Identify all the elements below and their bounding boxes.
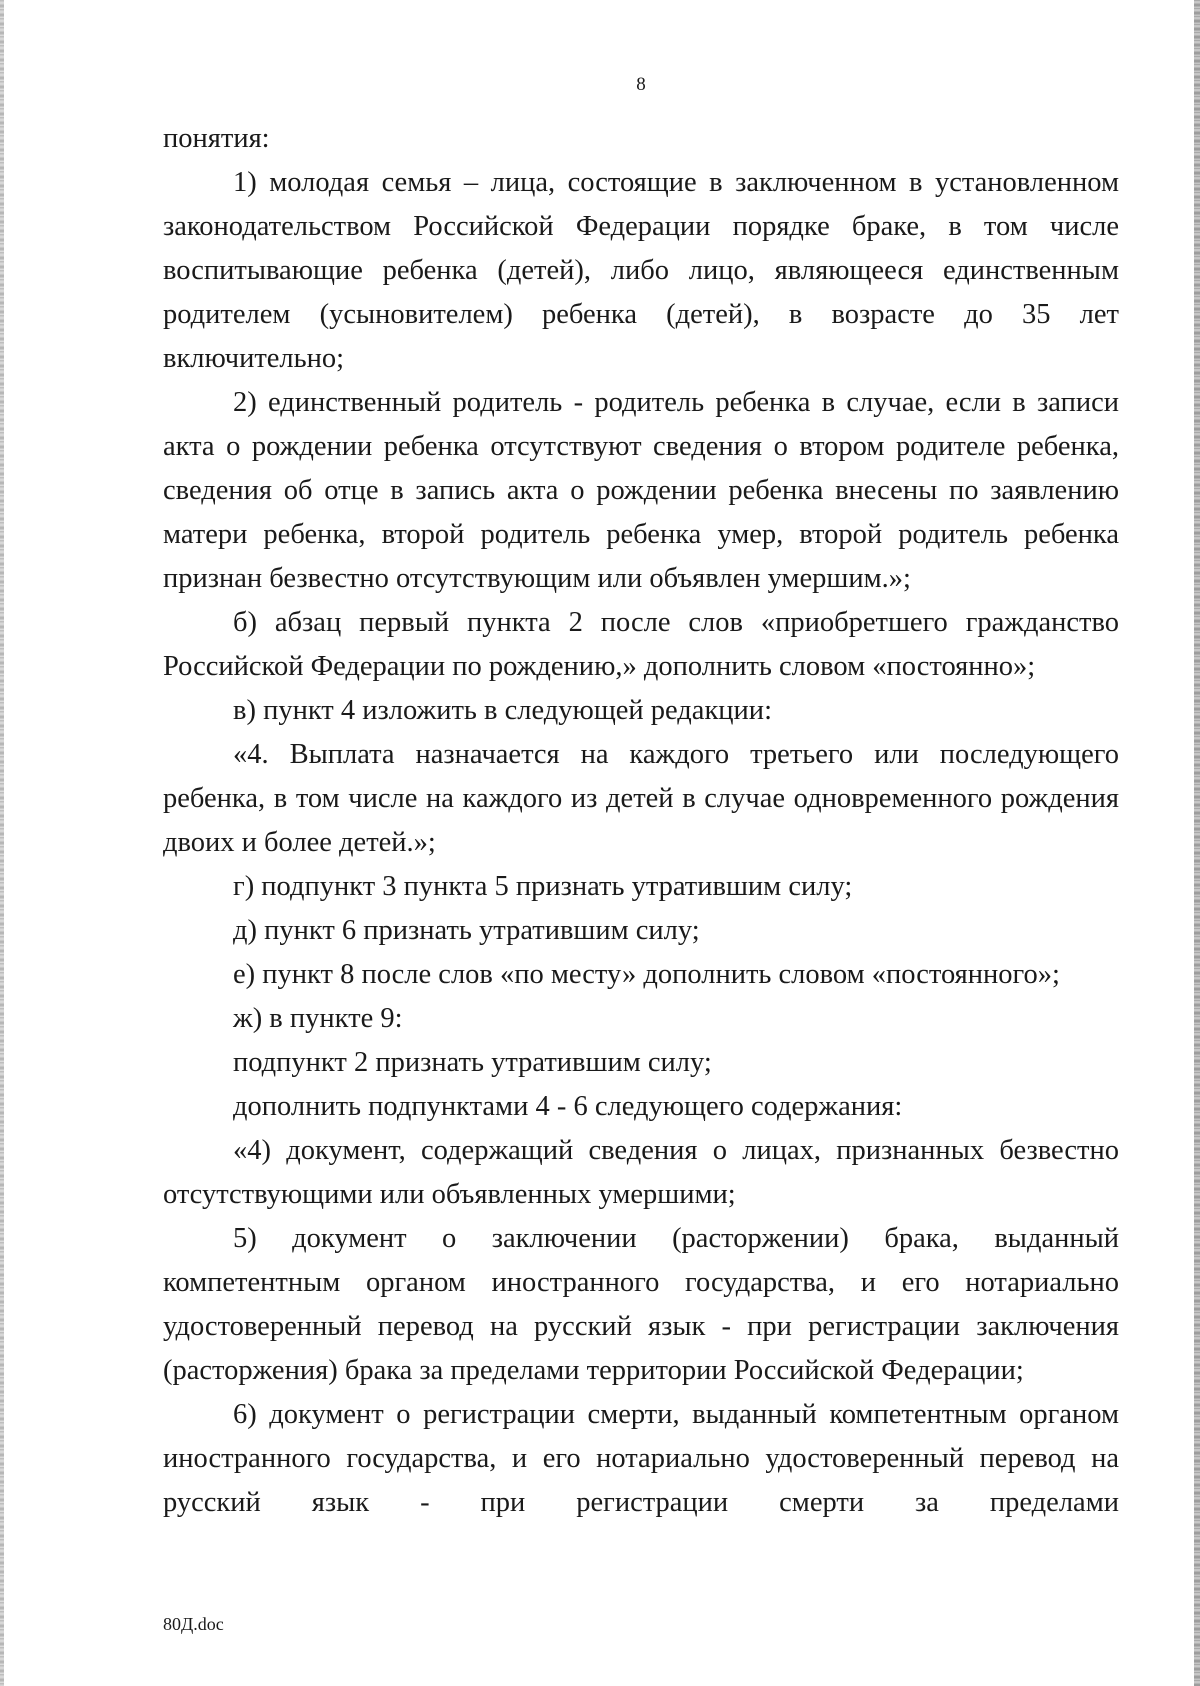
paragraph-subitem-2: подпункт 2 признать утратившим силу; — [233, 1047, 712, 1078]
paragraph-item-2: 2) единственный родитель - родитель ребенка в случае, если в записи акта о рождении ребенка отсутствуют сведения о втором родителе ребенка, сведения об отце в запись акта о рождении ребенка внесены по заявлению матери ребенка, второй родитель ребенка умер, второй родитель ребенка признан безвестно отсутствующим или объявлен умершим.»; — [163, 387, 1119, 594]
paragraph-e: е) пункт 8 после слов «по месту» дополнить словом «постоянного»; — [233, 959, 1060, 990]
paragraph-zh: ж) в пункте 9: — [233, 1003, 403, 1034]
paragraph-d: д) пункт 6 признать утратившим силу; — [233, 915, 700, 946]
paragraph-subitem-5: 5) документ о заключении (расторжении) брака, выданный компетентным органом иностранного государства, и его нотариально удостоверенный перевод на русский язык - при регистрации заключения (расторжения) брака за пределами территории Российской Федерации; — [163, 1223, 1119, 1386]
footer-filename: 80Д.doc — [163, 1614, 224, 1634]
paragraph-g: г) подпункт 3 пункта 5 признать утратившим силу; — [233, 871, 853, 902]
document-body — [163, 117, 1119, 1525]
scan-edge-right — [1194, 0, 1200, 1686]
scan-edge-left — [0, 0, 4, 1686]
paragraph-b: б) абзац первый пункта 2 после слов «приобретшего гражданство Российской Федерации по рождению,» дополнить словом «постоянно»; — [163, 607, 1119, 682]
paragraph-subitem-6: 6) документ о регистрации смерти, выданный компетентным органом иностранного государства, и его нотариально удостоверенный перевод на русский язык - при регистрации смерти за пределами — [163, 1399, 1119, 1518]
page-number: 8 — [636, 74, 646, 95]
paragraph-subitem-4: «4) документ, содержащий сведения о лицах, признанных безвестно отсутствующими или объявленных умершими; — [163, 1135, 1119, 1210]
paragraph-v: в) пункт 4 изложить в следующей редакции: — [233, 695, 772, 726]
paragraph-intro: понятия: — [163, 123, 270, 154]
paragraph-supplement: дополнить подпунктами 4 - 6 следующего содержания: — [233, 1091, 903, 1122]
paragraph-v-quote: «4. Выплата назначается на каждого третьего или последующего ребенка, в том числе на каждого из детей в случае одновременного рождения двоих и более детей.»; — [163, 739, 1119, 858]
paragraph-item-1: 1) молодая семья – лица, состоящие в заключенном в установленном законодательством Российской Федерации порядке браке, в том числе воспитывающие ребенка (детей), либо лицо, являющееся единственным родителем (усыновителем) ребенка (детей), в возрасте до 35 лет включительно; — [163, 167, 1119, 374]
